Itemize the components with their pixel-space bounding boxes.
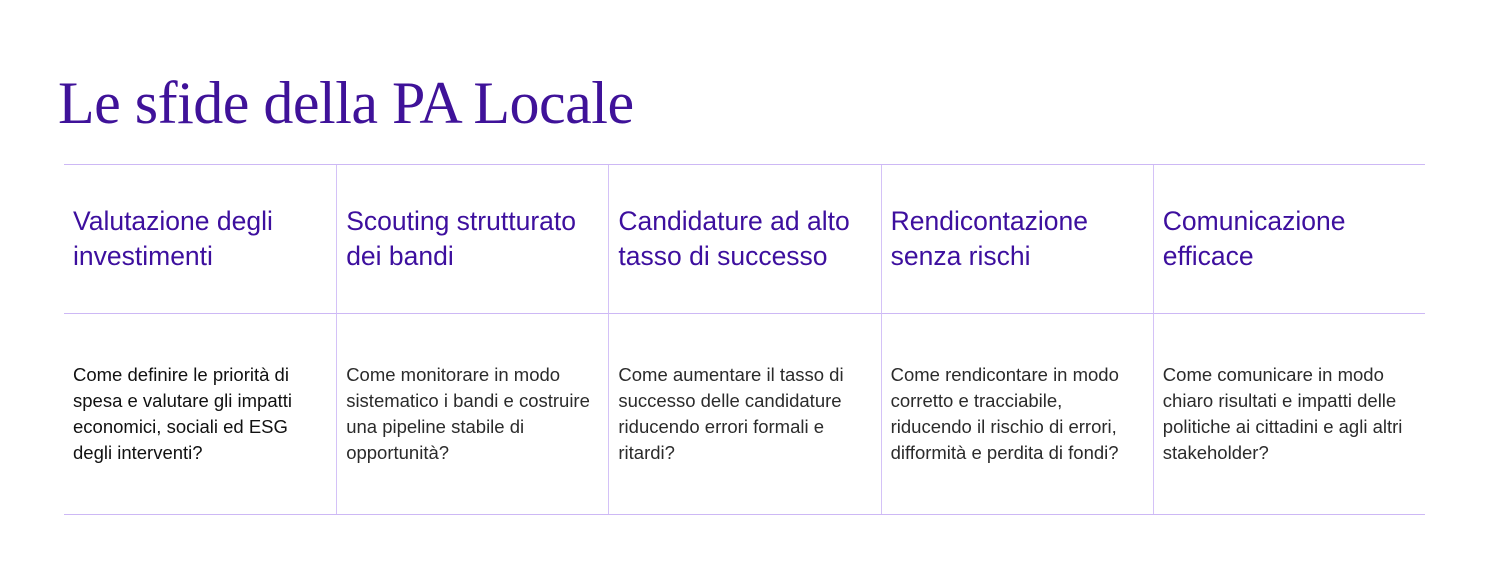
challenge-heading: Candidature ad alto tasso di successo bbox=[618, 206, 850, 271]
challenge-heading: Rendicontazione senza rischi bbox=[890, 206, 1089, 271]
challenge-question: Come rendicontare in modo corretto e tracciabile, riducendo il rischio di errori, difformità e perdita di fondi? bbox=[890, 364, 1119, 463]
challenge-question-cell bbox=[1153, 314, 1425, 514]
challenge-heading-cell bbox=[1153, 165, 1425, 314]
challenge-question: Come definire le priorità di spesa e valutare gli impatti economici, sociali ed ESG degli interventi? bbox=[73, 364, 293, 463]
challenge-question-cell bbox=[608, 314, 880, 514]
challenge-question: Come comunicare in modo chiaro risultati e impatti delle politiche ai cittadini e agli altri stakeholder? bbox=[1162, 364, 1403, 463]
challenge-heading: Valutazione degli investimenti bbox=[73, 206, 273, 271]
challenge-question-cell bbox=[881, 314, 1153, 514]
challenge-question: Come aumentare il tasso di successo delle candidature riducendo errori formali e ritardi? bbox=[618, 364, 844, 463]
challenge-question-cell bbox=[336, 314, 608, 514]
challenges-table bbox=[64, 164, 1425, 515]
challenge-question: Come monitorare in modo sistematico i bandi e costruire una pipeline stabile di opportunità? bbox=[346, 364, 590, 463]
challenge-heading-cell bbox=[881, 165, 1153, 314]
challenge-heading-cell bbox=[608, 165, 880, 314]
challenge-heading-cell bbox=[336, 165, 608, 314]
challenge-heading: Comunicazione efficace bbox=[1162, 206, 1346, 271]
challenge-heading: Scouting strutturato dei bandi bbox=[346, 206, 576, 271]
challenge-heading-cell bbox=[64, 165, 336, 314]
challenge-question-cell bbox=[64, 314, 336, 514]
page-title: Le sfide della PA Locale bbox=[58, 70, 634, 136]
